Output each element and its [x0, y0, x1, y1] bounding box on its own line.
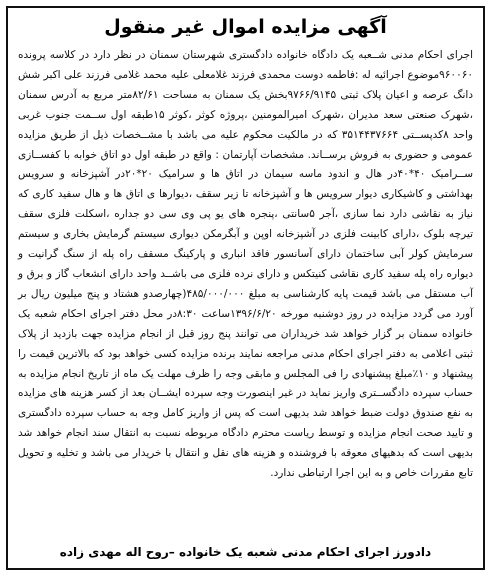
notice-body: اجرای احکام مدنی شــعبه یک دادگاه خانواده دادگستری شهرستان سمنان در نظر دارد در کلاسه پرونده ۹۶۰۰۶۰موضوع اجرائیه له :فاطمه دوست محمدی فرزند غلامعلی علیه محمد غلامی فرزند علی اکبر شش دانگ عرصه و اعیان پلاک ثبتی ۹۷۶۶/۹۱۴۵بخش یک سمنان به مساحت ۸۲/۶۱متر مربع به آدرس سمنان ،شهرک صنعتی سعد مدیران ،شهرک امیرالمومنین ،پروژه کوثر ،کوثر ۱۵طبقه اول ســمت جنوب غربی واحد ۸کدپســتی ۳۵۱۴۴۳۷۶۶۴ که در مالکیت محکوم علیه می باشد با مشــخصات ذیل از طریق مزایده عمومی و حضوری به فروش برســاند. مشخصات آپارتمان : واقع در طبقه اول دو اتاق خوابه با کفســازی ســرامیک ۴۰*۴۰در هال و اندود ماسه سیمان در اتاق ها و سرامیک ۲۰*۲۰در آشپزخانه و سرویس بهداشتی و کاشیکاری دیوار سرویس ها و آشپزخانه تا زیر سقف ،دیوارها ی اتاق ها و هال سفید کاری که نیاز به نقاشی دارد نما سازی ،آجر ۵سانتی ،پنجره های یو پی وی سی دو جداره ،اسکلت فلزی سقف تیرچه بلوک ،دارای کابینت فلزی در آشپزخانه اوپن و آبگرمکن دیواری سیستم گرمایش بخاری و سیستم سرمایش کولر آبی ساختمان دارای آسانسور فاقد انباری و پارکینگ مسقف راه پله از سنگ گرانیت و دیواره راه پله سفید کاری نقاشی کنیتکس و دارای نرده فلزی می باشــد واحد دارای انشعاب گاز و برق و آب مستقل می باشد قیمت پایه کارشناسی به مبلغ ۴۸۵/۰۰۰/۰۰۰(چهارصدو هشتاد و پنج میلیون ریال بر آورد می گردد مزایده در روز دوشنبه مورخه ۱۳۹۶/۶/۲۰ساعت ۸:۳۰در محل دفتر اجرای احکام شعبه یک خانواده سمنان بر گزار خواهد شد خریداران می توانند پنج روز قبل از انجام مزایده جهت بازدید از پلاک ثبتی اعلامی به دفتر اجرای احکام مدنی مراجعه نمایند برنده مزایده کسی خواهد بود که بالاترین قیمت را پیشنهاد و ۱۰٪مبلغ پیشنهادی را فی المجلس و مابقی وجه را ظرف مهلت یک ماه از تاریخ انجام مزایده به حساب سپرده دادگســتری واریز نماید در غیر اینصورت وجه سپرده ایشــان بعد از کسر هزینه های مزایده به نفع صندوق دولت ضبط خواهد شد بدیهی است که پس از واریز کامل وجه به حساب سپرده دادگستری و تایید صحت انجام مزایده و توسط ریاست محترم دادگاه مربوطه نسبت به انتقال سند انجام خواهد شد بدیهی است که بدهیهای معوقه با فروشنده و هزینه های نقل و انتقال با خریدار می باشد و تخلیه و تحویل تابع مقررات خاص و به این اجرا ارتباطی ندارد.	[18, 49, 474, 480]
notice-title: آگهی مزایده اموال غیر منقول	[104, 16, 387, 38]
notice-box	[6, 6, 485, 570]
notice-signature: دادورز اجرای احکام مدنی شعبه یک خانواده –روح اله مهدی زاده	[59, 545, 432, 559]
